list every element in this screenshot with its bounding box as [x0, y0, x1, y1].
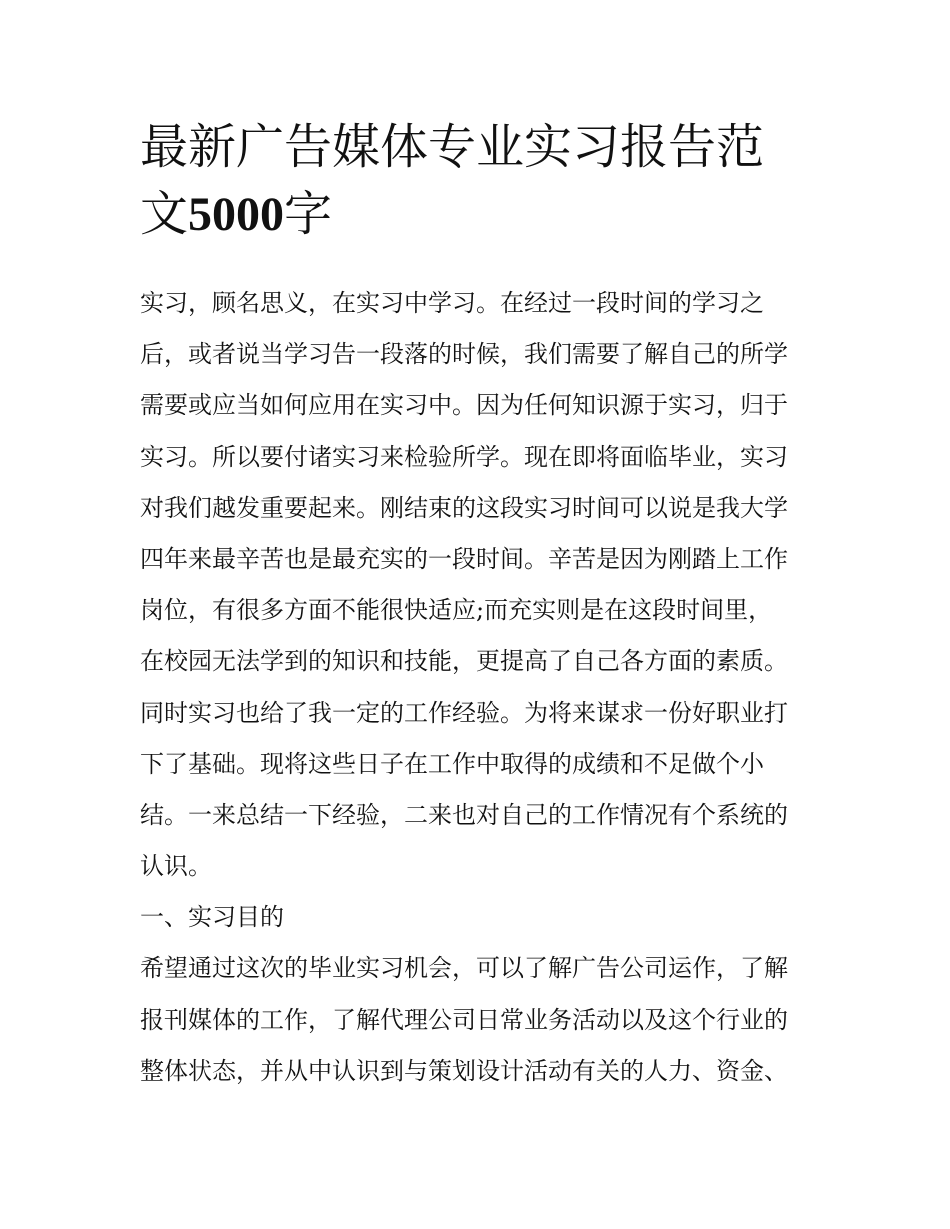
body-line: 希望通过这次的毕业实习机会，可以了解广告公司运作，了解 — [140, 954, 788, 983]
title-word-count: 5000 — [188, 188, 285, 241]
title-line-2 — [140, 181, 820, 248]
body-line: 下了基础。现将这些日子在工作中取得的成绩和不足做个小 — [140, 749, 764, 778]
body-line: 整体状态，并从中认识到与策划设计活动有关的人力、资金、 — [140, 1056, 788, 1085]
body-line: 后，或者说当学习告一段落的时候，我们需要了解自己的所学 — [140, 340, 788, 369]
body-line: 在校园无法学到的知识和技能，更提高了自己各方面的素质。 — [140, 647, 788, 676]
title-line-2-prefix: 文 — [140, 186, 189, 242]
body-line: 结。一来总结一下经验，二来也对自己的工作情况有个系统的 — [140, 800, 788, 829]
body-line: 四年来最辛苦也是最充实的一段时间。辛苦是因为刚踏上工作 — [140, 544, 788, 573]
title-line-1: 最新广告媒体专业实习报告范 — [140, 119, 765, 175]
body-line: 实习。所以要付诸实习来检验所学。现在即将面临毕业，实习 — [140, 442, 788, 471]
body-line: 实习，顾名思义，在实习中学习。在经过一段时间的学习之 — [140, 289, 764, 317]
body-line: 岗位，有很多方面不能很快适应;而充实则是在这段时间里， — [140, 596, 773, 625]
body-line: 同时实习也给了我一定的工作经验。为将来谋求一份好职业打 — [140, 698, 788, 727]
body-line: 需要或应当如何应用在实习中。因为任何知识源于实习，归于 — [140, 391, 788, 420]
section-heading: 一、实习目的 — [140, 903, 284, 932]
body-line: 对我们越发重要起来。刚结束的这段实习时间可以说是我大学 — [140, 493, 788, 522]
document-body — [140, 278, 830, 1097]
title-line-2-suffix: 字 — [284, 186, 333, 242]
body-line: 认识。 — [140, 852, 212, 881]
body-line: 报刊媒体的工作，了解代理公司日常业务活动以及这个行业的 — [140, 1005, 788, 1034]
document-title — [140, 114, 820, 248]
